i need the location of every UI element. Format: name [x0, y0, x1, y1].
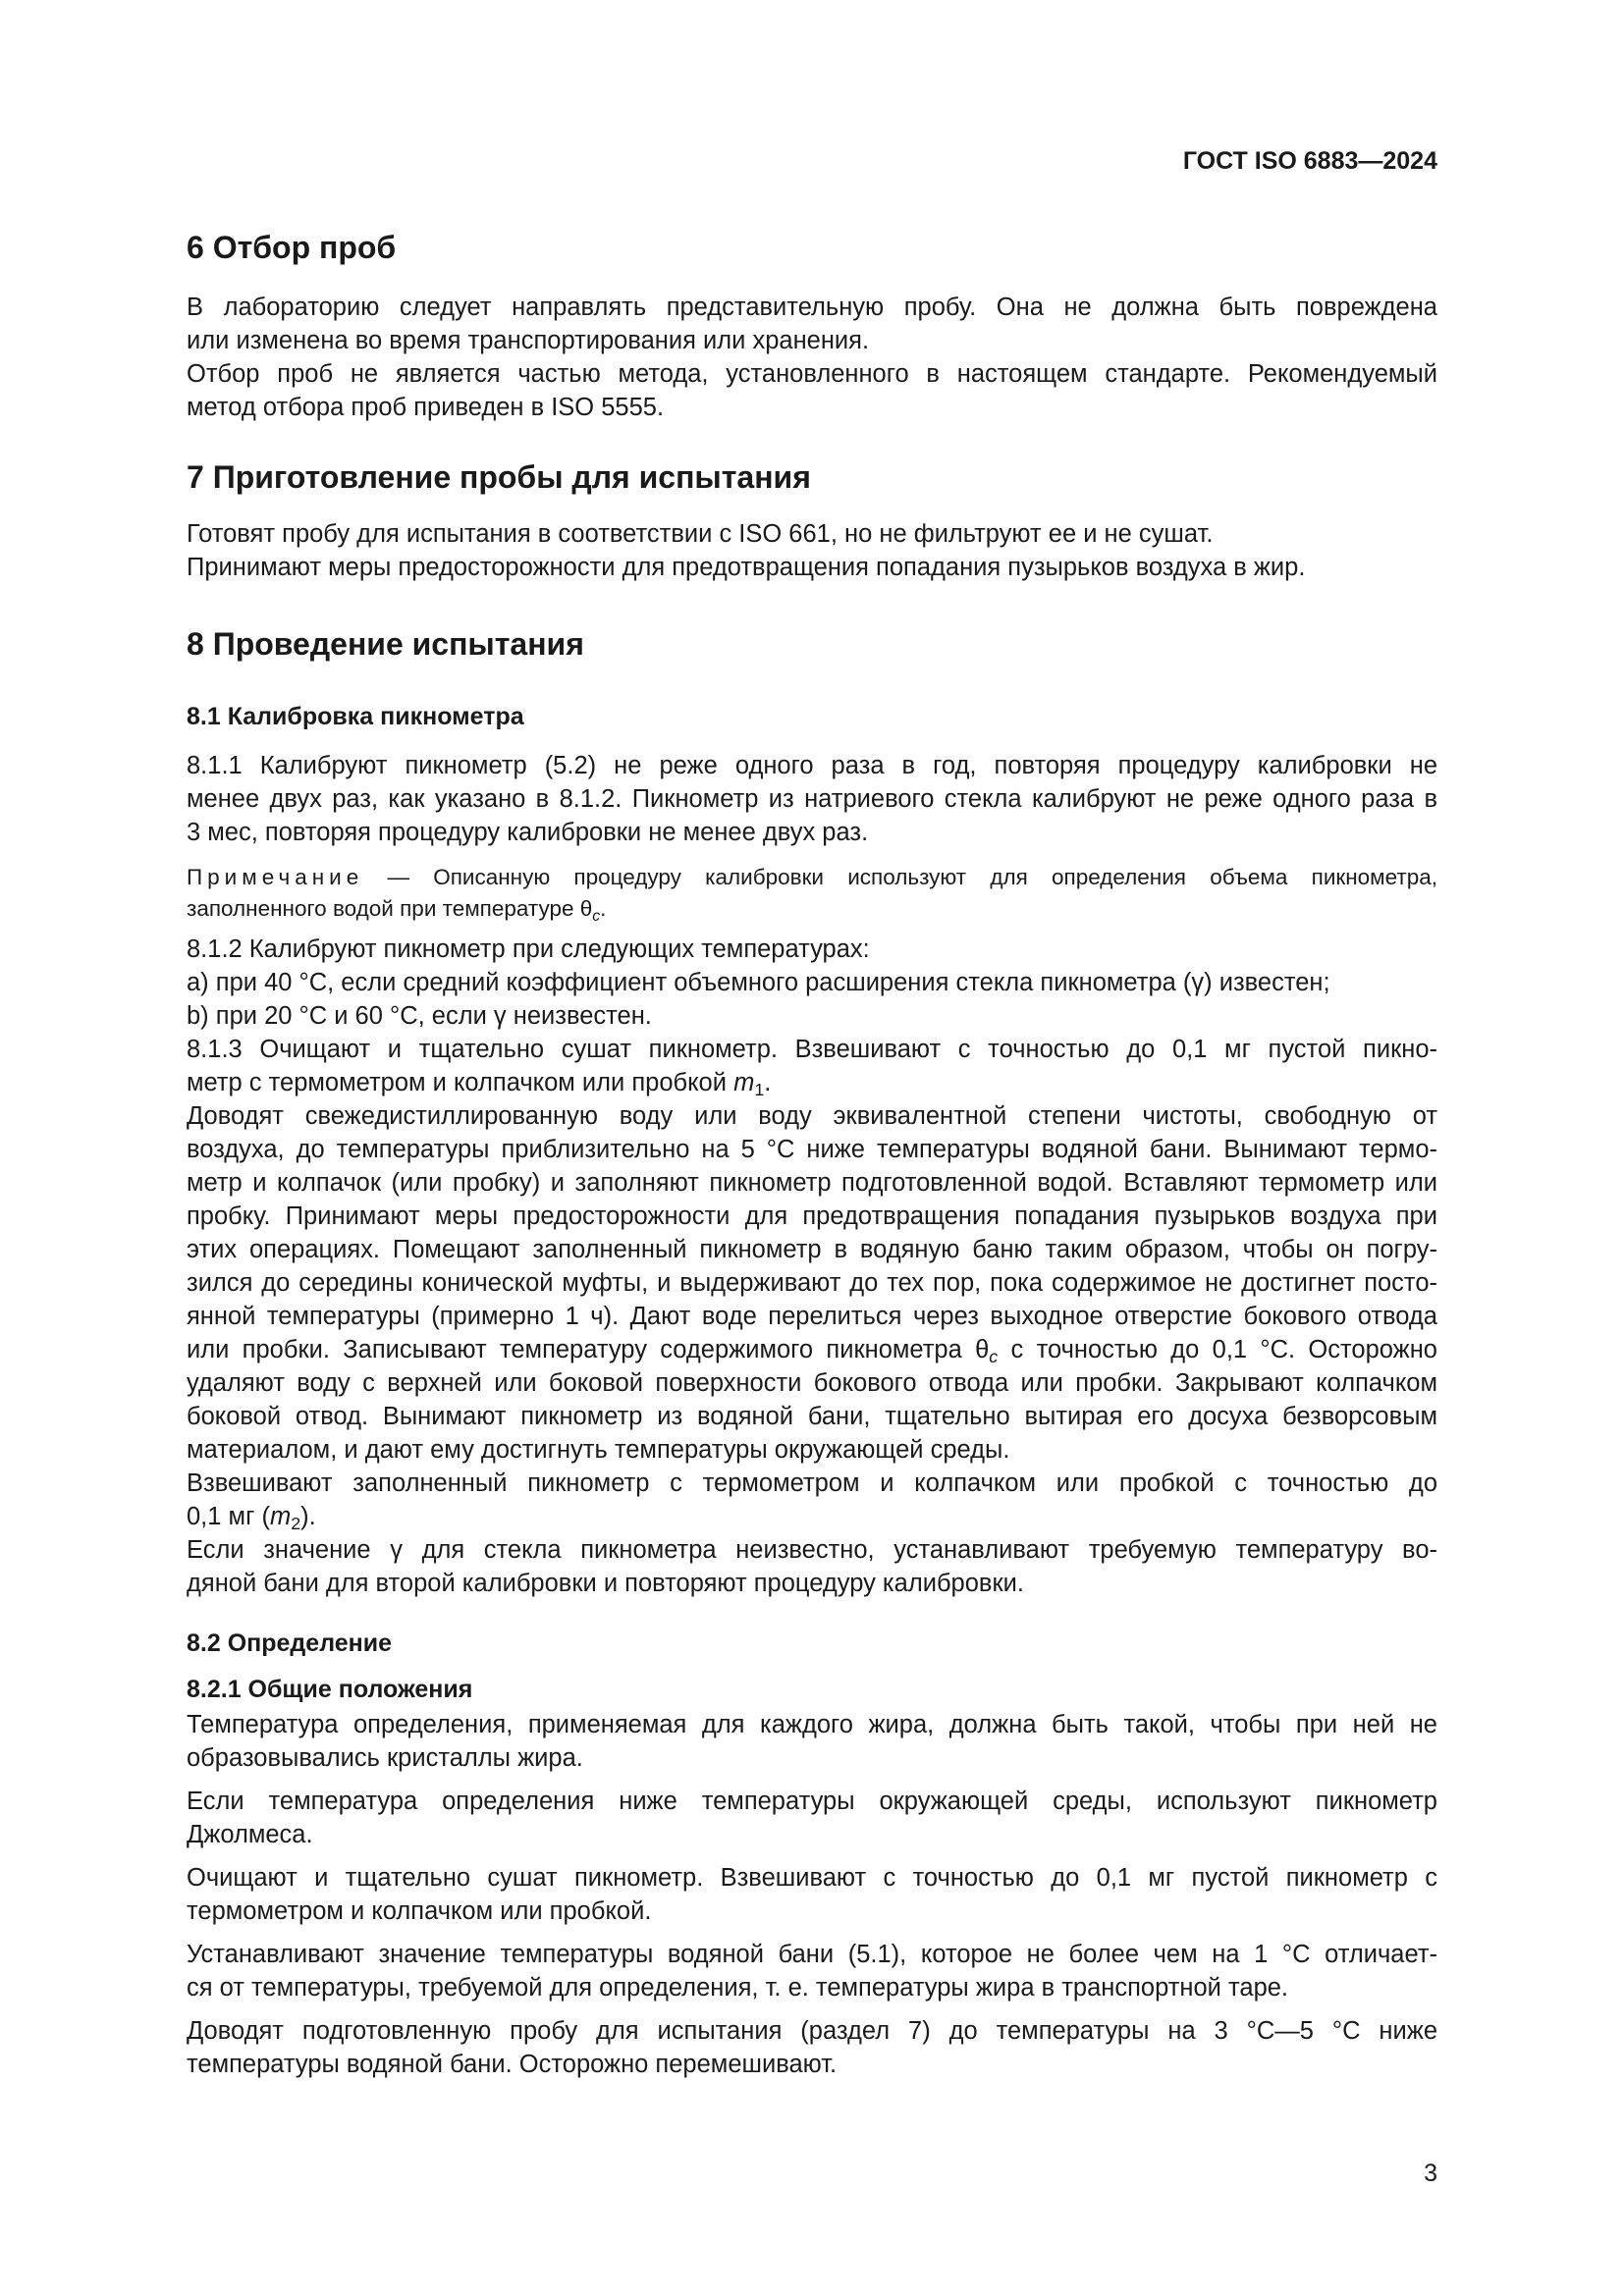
- text-line: Если температура определения ниже температуры окружающей среды, используют пикнометр: [187, 1788, 1437, 1815]
- text-line: Джолмеса.: [187, 1821, 313, 1848]
- text-line: этих операциях. Помещают заполненный пикнометр в водяную баню таким образом, чтобы он погру-: [187, 1236, 1437, 1263]
- text-line: заполненного водой при температуре $\theta_c$.: [187, 896, 607, 925]
- text-line: В лабораторию следует направлять представительную пробу. Она не должна быть повреждена: [187, 294, 1437, 321]
- text-line: 3 мес, повторяя процедуру калибровки не менее двух раз.: [187, 819, 869, 846]
- text-line: материалом, и дают ему достигнуть температуры окружающей среды.: [187, 1436, 1010, 1464]
- section-8-title: 8 Проведение испытания: [187, 626, 584, 662]
- text-line: пробку. Принимают меры предосторожности для предотвращения попадания пузырьков воздуха при: [187, 1202, 1437, 1230]
- p-8-1-2: [187, 933, 1437, 1600]
- text-line: Устанавливают значение температуры водяной бани (5.1), которое не более чем на 1 °C отличает-: [187, 1941, 1437, 1968]
- text-line: зился до середины конической муфты, и выдерживают до тех пор, пока содержимое не достигнет посто-: [187, 1269, 1437, 1297]
- text-line: термометром и колпачком или пробкой.: [187, 1897, 652, 1925]
- text-line: метод отбора проб приведен в ISO 5555.: [187, 394, 665, 421]
- text-line: Отбор проб не является частью метода, установленного в настоящем стандарте. Рекомендуемый: [187, 360, 1437, 388]
- subsection-8-1-title: 8.1 Калибровка пикнометра: [187, 703, 524, 730]
- text-line: образовывались кристаллы жира.: [187, 1744, 583, 1772]
- sec6-p1-lines: [187, 291, 1437, 424]
- text-line: янной температуры (примерно 1 ч). Дают воде перелиться через выходное отверстие бокового отвода: [187, 1303, 1437, 1330]
- p-8-1-1: [187, 749, 1437, 849]
- text-line: 8.1.2 Калибруют пикнометр при следующих температурах:: [187, 935, 870, 963]
- text-line: Примечание — Описанную процедуру калибровки используют для определения объема пикнометра,: [187, 865, 1437, 889]
- text-line: или пробки. Записывают температуру содержимого пикнометра $\theta_c$ с точностью до 0,1 °C. Осторожно: [187, 1336, 1437, 1366]
- p-8-2-1: [187, 1708, 1437, 1775]
- text-line: воздуха, до температуры приблизительно на 5 °C ниже температуры водяной бани. Вынимают термо-: [187, 1136, 1437, 1163]
- list-item-a: a) при 40 °C, если средний коэффициент объемного расширения стекла пикнометра (γ) известен;: [187, 969, 1330, 996]
- document-id: ГОСТ ISO 6883—2024: [1182, 147, 1437, 175]
- text-line: 8.1.1 Калибруют пикнометр (5.2) не реже одного раза в год, повторяя процедуру калибровки не: [187, 752, 1437, 779]
- text-line: или изменена во время транспортирования или хранения.: [187, 327, 870, 354]
- p-8-2-1-b: [187, 1785, 1437, 1851]
- text-line: метр с термометром и колпачком или пробкой $m_1$.: [187, 1069, 772, 1099]
- text-line: температуры водяной бани. Осторожно перемешивают.: [187, 2051, 838, 2078]
- text-line: Готовят пробу для испытания в соответствии с ISO 661, но не фильтруют ее и не сушат.: [187, 520, 1214, 548]
- p-8-2-1-e: [187, 2014, 1437, 2081]
- section-7-title: 7 Приготовление пробы для испытания: [187, 459, 811, 495]
- note-label: Примечание: [187, 865, 364, 889]
- subsection-8-2-1-title: 8.2.1 Общие положения: [187, 1676, 473, 1703]
- text-line: боковой отвод. Вынимают пикнометр из водяной бани, тщательно вытирая его досуха безворсовым: [187, 1403, 1437, 1430]
- text-line: Доводят свежедистиллированную воду или воду эквивалентной степени чистоты, свободную от: [187, 1102, 1437, 1130]
- p-8-2-1-d: [187, 1938, 1437, 2004]
- text-line: метр и колпачок (или пробку) и заполняют пикнометр подготовленной водой. Вставляют термометр или: [187, 1169, 1437, 1197]
- text-line: Если значение γ для стекла пикнометра неизвестно, устанавливают требуемую температуру во-: [187, 1536, 1437, 1564]
- sec7-paragraphs: [187, 517, 1437, 584]
- text-line: Взвешивают заполненный пикнометр с термометром и колпачком или пробкой с точностью до: [187, 1469, 1437, 1497]
- text-line: Температура определения, применяемая для каждого жира, должна быть такой, чтобы при ней не: [187, 1711, 1437, 1738]
- text-line: Принимают меры предосторожности для предотвращения попадания пузырьков воздуха в жир.: [187, 554, 1306, 581]
- p-8-2-1-c: [187, 1861, 1437, 1928]
- page-number: 3: [1424, 2160, 1437, 2187]
- list-item-b: b) при 20 °C и 60 °C, если γ неизвестен.: [187, 1002, 652, 1030]
- text-line: ся от температуры, требуемой для определения, т. е. температуры жира в транспортной таре.: [187, 1974, 1289, 2002]
- text-line: 8.1.3 Очищают и тщательно сушат пикнометр. Взвешивают с точностью до 0,1 мг пустой пикно-: [187, 1036, 1437, 1063]
- subsection-8-2-title: 8.2 Определение: [187, 1629, 393, 1657]
- text-line: менее двух раз, как указано в 8.1.2. Пикнометр из натриевого стекла калибруют не реже одного раза в: [187, 785, 1437, 813]
- text-line: Доводят подготовленную пробу для испытания (раздел 7) до температуры на 3 °C—5 °C ниже: [187, 2017, 1437, 2045]
- section-6-title: 6 Отбор проб: [187, 230, 397, 265]
- text-line: 0,1 мг $(m_2)$.: [187, 1503, 316, 1533]
- text-line: дяной бани для второй калибровки и повторяют процедуру калибровки.: [187, 1570, 1024, 1597]
- text-line: удаляют воду с верхней или боковой поверхности бокового отвода или пробки. Закрывают колпачком: [187, 1369, 1437, 1397]
- note: [187, 862, 1437, 925]
- text-line: Очищают и тщательно сушат пикнометр. Взвешивают с точностью до 0,1 мг пустой пикнометр с: [187, 1864, 1437, 1892]
